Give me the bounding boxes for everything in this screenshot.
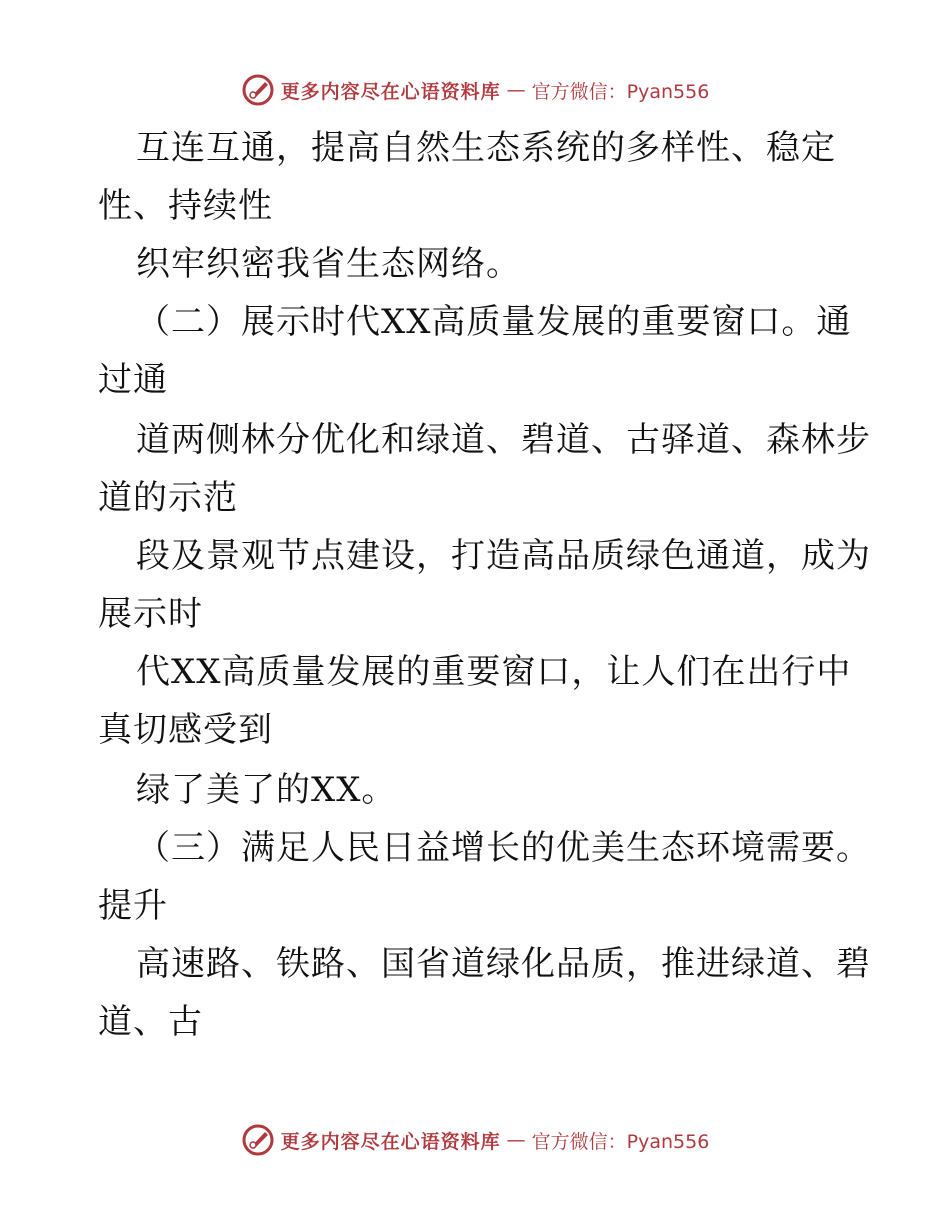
watermark-contact: 官方微信：Pyan556 <box>531 1130 710 1153</box>
brand-logo-icon <box>241 1123 275 1157</box>
text-line: 道、古 <box>98 1002 203 1042</box>
watermark-brand: 更多内容尽在心语资料库 <box>280 1130 501 1153</box>
text-line: 道两侧林分优化和绿道、碧道、古驿道、森林步 <box>136 420 871 460</box>
watermark-separator: — <box>506 1129 526 1151</box>
text-line: 过通 <box>98 360 168 400</box>
text-line: 互连互通，提高自然生态系统的多样性、稳定 <box>136 128 836 168</box>
watermark-separator: — <box>506 79 526 101</box>
watermark-brand: 更多内容尽在心语资料库 <box>280 80 501 103</box>
text-line: 织牢织密我省生态网络。 <box>136 244 521 284</box>
text-line: 展示时 <box>98 594 203 634</box>
text-line: 高速路、铁路、国省道绿化品质，推进绿道、碧 <box>136 944 871 984</box>
text-line: （二）展示时代XX高质量发展的重要窗口。通 <box>136 302 852 342</box>
watermark-header <box>0 70 950 110</box>
watermark-footer <box>0 1120 950 1160</box>
text-line: 段及景观节点建设，打造高品质绿色通道，成为 <box>136 536 871 576</box>
text-line: 真切感受到 <box>98 710 273 750</box>
text-line: 提升 <box>98 886 168 926</box>
text-line: （三）满足人民日益增长的优美生态环境需要。 <box>136 828 871 868</box>
watermark-contact: 官方微信：Pyan556 <box>531 80 710 103</box>
text-line: 绿了美了的XX。 <box>136 770 397 810</box>
text-line: 代XX高质量发展的重要窗口，让人们在出行中 <box>136 652 852 692</box>
text-line: 性、持续性 <box>98 186 273 226</box>
brand-logo-icon <box>241 73 275 107</box>
text-line: 道的示范 <box>98 478 238 518</box>
